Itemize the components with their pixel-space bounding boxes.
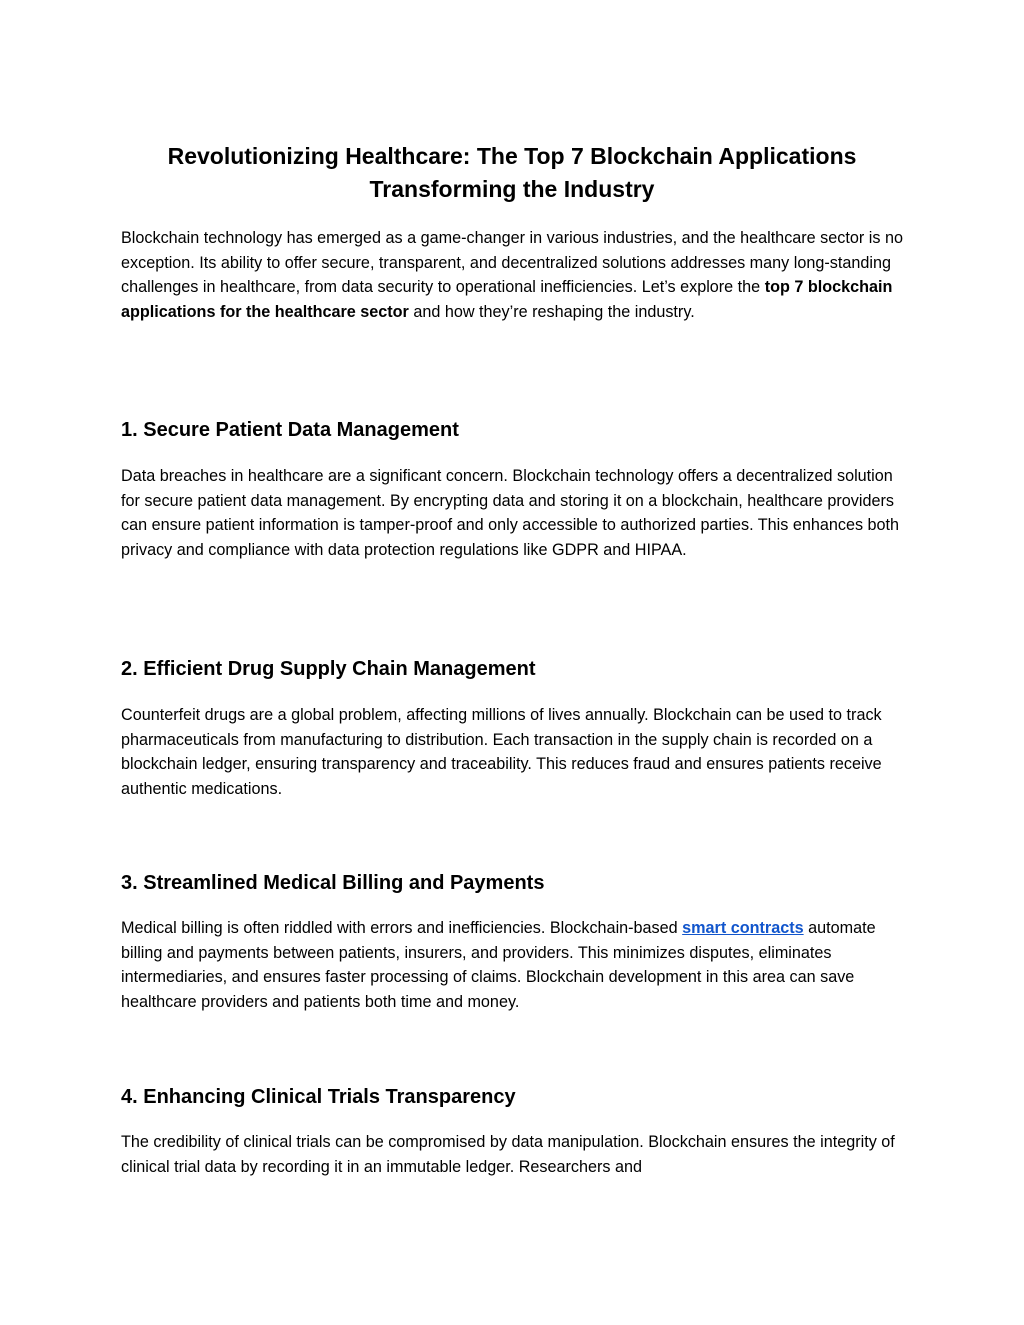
intro-bold-text: top 7 blockchain applications for the healthcare sector: [121, 278, 893, 321]
section-3-text-after: automate billing and payments between patients, insurers, and providers. This minimizes disputes, eliminates intermediaries, and ensures faster processing of claims. Blockchain development in this area can save healthcare providers and patients both time and money.: [121, 919, 876, 1011]
section-1-body: Data breaches in healthcare are a significant concern. Blockchain technology offers a decentralized solution for secure patient data management. By encrypting data and storing it on a blockchain, healthcare providers can ensure patient information is tamper-proof and only accessible to authorized parties. This enhances both privacy and compliance with data protection regulations like GDPR and HIPAA.: [121, 467, 900, 559]
intro-paragraph: [121, 226, 911, 324]
section-3-body: [121, 916, 911, 1014]
smart-contracts-link[interactable]: smart contracts: [682, 919, 804, 937]
section-3-heading: 3. Streamlined Medical Billing and Payments: [121, 872, 545, 894]
section-4-heading: 4. Enhancing Clinical Trials Transparency: [121, 1086, 516, 1108]
title-line-1: Revolutionizing Healthcare: The Top 7 Blockchain Applications: [167, 143, 857, 169]
document-title: [110, 140, 914, 206]
section-1-heading: 1. Secure Patient Data Management: [121, 419, 459, 441]
title-line-2: Transforming the Industry: [369, 176, 655, 202]
section-2-heading: 2. Efficient Drug Supply Chain Management: [121, 658, 536, 680]
section-4-body: The credibility of clinical trials can be compromised by data manipulation. Blockchain ensures the integrity of clinical trial data by recording it in an immutable ledger. Researchers and: [121, 1133, 895, 1176]
section-2-body: Counterfeit drugs are a global problem, affecting millions of lives annually. Blockchain can be used to track pharmaceuticals from manufacturing to distribution. Each transaction in the supply chain is recorded on a blockchain ledger, ensuring transparency and traceability. This reduces fraud and ensures patients receive authentic medications.: [121, 706, 882, 798]
section-3-text-before: Medical billing is often riddled with errors and inefficiencies. Blockchain-based: [121, 919, 683, 937]
intro-text-before: Blockchain technology has emerged as a game-changer in various industries, and the healthcare sector is no exception. Its ability to offer secure, transparent, and decentralized solutions addresses many long-standing challenges in healthcare, from data security to operational inefficiencies. Let’s explore the: [121, 229, 903, 296]
intro-text-after: and how they’re reshaping the industry.: [408, 302, 695, 321]
